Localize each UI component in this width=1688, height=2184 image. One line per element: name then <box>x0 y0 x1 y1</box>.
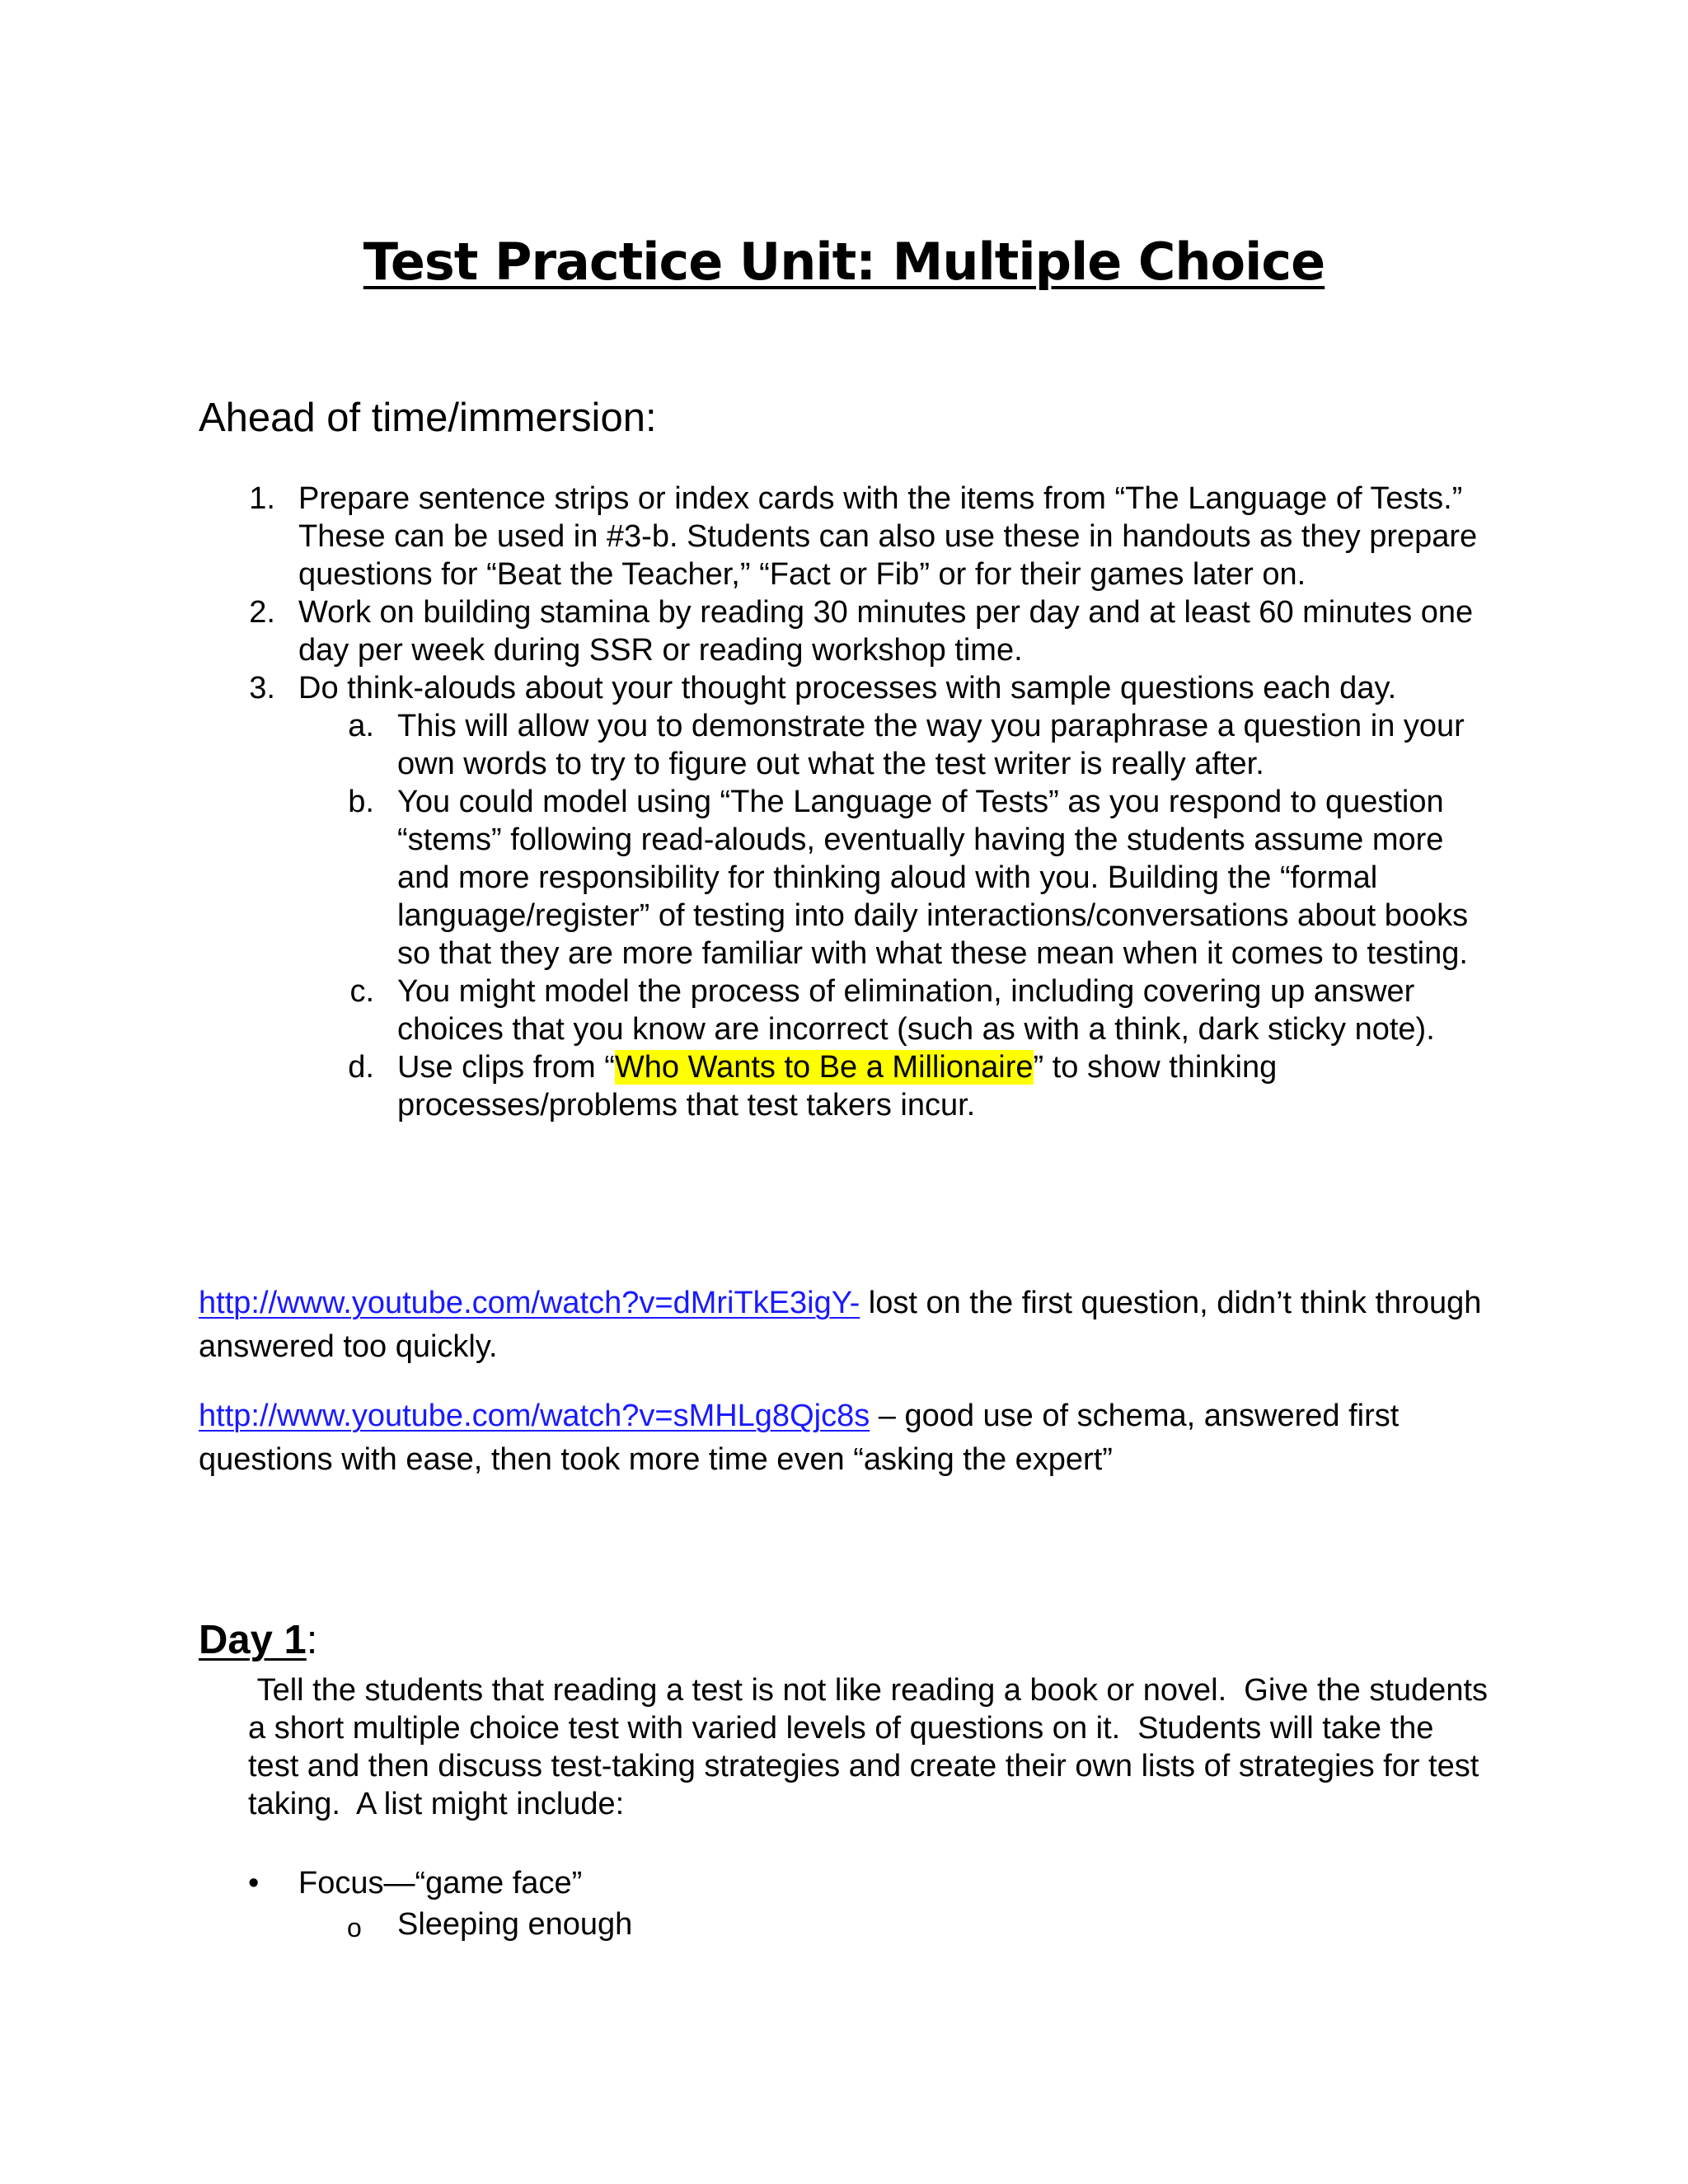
sublist-item-text: You might model the process of elimination, including covering up answer choices that you know are incorrect (such as with a think, dark sticky note). <box>397 974 1435 1047</box>
sublist-marker: b. <box>348 785 374 819</box>
youtube-link-2[interactable]: http://www.youtube.com/watch?v=sMHLg8Qjc8s <box>199 1399 870 1433</box>
sublist-item <box>298 707 1493 783</box>
day-1-title: Day 1 <box>199 1618 307 1662</box>
list-item <box>199 593 1493 669</box>
list-item <box>199 480 1493 593</box>
highlighted-show-title: Who Wants to Be a Millionaire <box>614 1050 1034 1085</box>
document-title-text: Test Practice Unit: Multiple Choice <box>363 232 1325 292</box>
list-marker: 3. <box>249 671 275 705</box>
sublist-marker: c. <box>349 974 374 1009</box>
sublist-item-text-before: Use clips from “ <box>397 1050 615 1085</box>
day-1-paragraph: Tell the students that reading a test is not like reading a book or novel. Give the students a short multiple choice test with varied levels of questions on it. Students will take the test and then discuss test-taking strategies and create their own lists of strategies for test taking. A list might include: <box>248 1673 1497 1821</box>
list-marker: 1. <box>249 481 275 516</box>
numbered-list <box>199 480 1493 1124</box>
sublist-marker: d. <box>348 1050 374 1085</box>
sublist-item <box>298 783 1493 972</box>
hollow-circle-bullet-icon: o <box>347 1913 362 1943</box>
list-marker: 2. <box>249 595 275 630</box>
list-item-text: Work on building stamina by reading 30 minutes per day and at least 60 minutes one day per week during SSR or reading workshop time. <box>298 595 1474 668</box>
sublist-item <box>298 972 1493 1048</box>
link-description-2: – good use of schema, answered first questions with ease, then took more time even “asking the expert” <box>199 1399 1400 1477</box>
link-paragraph-2 <box>199 1394 1493 1482</box>
bullet-dot-icon: • <box>248 1866 260 1900</box>
sub-bullet-text: Sleeping enough <box>397 1907 633 1942</box>
sublist-marker: a. <box>348 709 374 743</box>
lettered-sublist <box>298 707 1493 1124</box>
sublist-item-text-after: ” to show thinking processes/problems that test takers incur. <box>397 1050 1278 1122</box>
day-1-colon: : <box>306 1618 318 1662</box>
link-paragraph-1 <box>199 1282 1493 1369</box>
list-item-text: Prepare sentence strips or index cards with the items from “The Language of Tests.” These can be used in #3-b. Students can also use these in handouts as they prepare questions for “Beat the Teacher,” “Fact or Fib” or for their games later on. <box>298 481 1478 592</box>
youtube-link-1[interactable]: http://www.youtube.com/watch?v=dMriTkE3igY- <box>199 1286 860 1320</box>
bullet-text: Focus—“game face” <box>298 1866 583 1900</box>
sublist-item <box>298 1048 1493 1124</box>
link-description-1: lost on the first question, didn’t think through answered too quickly. <box>199 1286 1482 1364</box>
document-title <box>0 232 1688 291</box>
section-heading-ahead-of-time: Ahead of time/immersion: <box>199 396 657 440</box>
sublist-item-text: This will allow you to demonstrate the way you paraphrase a question in your own words to try to figure out what the test writer is really after. <box>397 709 1465 781</box>
day-1-heading <box>199 1616 317 1665</box>
list-item <box>199 669 1493 1124</box>
sublist-item-text: You could model using “The Language of Tests” as you respond to question “stems” following read-alouds, eventually having the students assume more and more responsibility for thinking aloud with you. Building the “formal language/register” of testing into daily interactions/conversations about books so that they are more familiar with what these mean when it comes to testing. <box>397 785 1469 971</box>
list-item-text: Do think-alouds about your thought processes with sample questions each day. <box>298 671 1397 705</box>
